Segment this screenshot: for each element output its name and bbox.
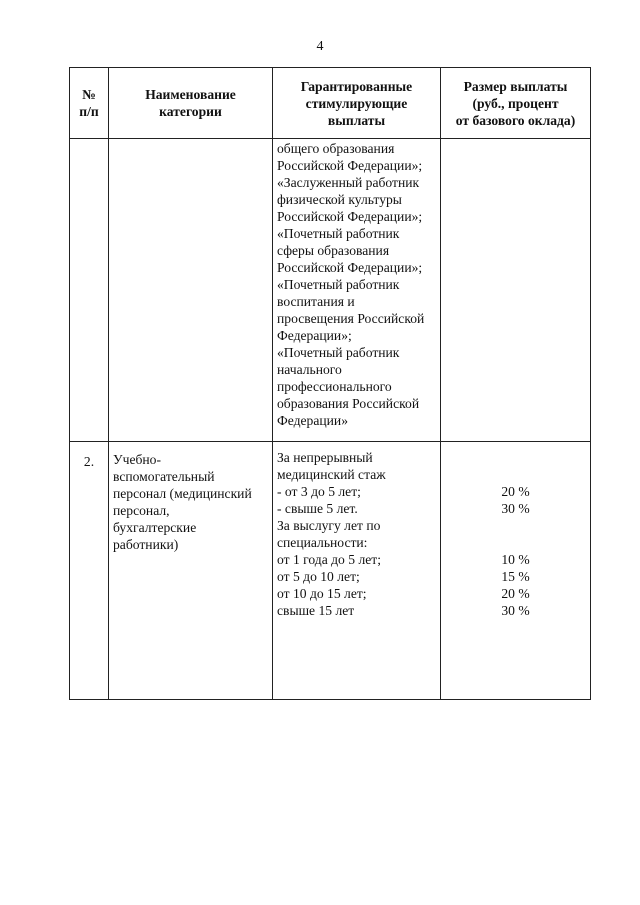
cell-category: Учебно- вспомогательный персонал (медицинский персонал, бухгалтерские работники) [109, 442, 273, 700]
cell-number [70, 139, 109, 442]
page-number: 4 [316, 39, 324, 54]
payments-table [69, 67, 591, 700]
amount-value: 10 % [501, 552, 530, 567]
cell-amount [441, 442, 591, 700]
header-payments: Гарантированные стимулирующие выплаты [273, 68, 441, 139]
table-row [70, 442, 591, 700]
amount-value: 15 % [501, 569, 530, 584]
cell-category [109, 139, 273, 442]
cell-payments: общего образования Российской Федерации»; «Заслуженный работник физической культуры Российской Федерации»; «Почетный работник сферы образования Российской Федерации»; «Почетный работник воспитания и просвещения Российской Федерации»; «Почетный работник начального профессионального образования Российской Федерации» [273, 139, 441, 442]
header-number: № п/п [70, 68, 109, 139]
cell-payments: За непрерывный медицинский стаж - от 3 до 5 лет; - свыше 5 лет. За выслугу лет по специальности: от 1 года до 5 лет; от 5 до 10 лет; от 10 до 15 лет; свыше 15 лет [273, 442, 441, 700]
header-amount: Размер выплаты (руб., процент от базового оклада) [441, 68, 591, 139]
table-row [70, 139, 591, 442]
header-category: Наименование категории [109, 68, 273, 139]
amount-value: 30 % [501, 501, 530, 516]
amount-value: 20 % [501, 484, 530, 499]
table-header-row [70, 68, 591, 139]
amount-value: 20 % [501, 586, 530, 601]
amount-value: 30 % [501, 603, 530, 618]
cell-number: 2. [70, 442, 109, 700]
cell-amount [441, 139, 591, 442]
